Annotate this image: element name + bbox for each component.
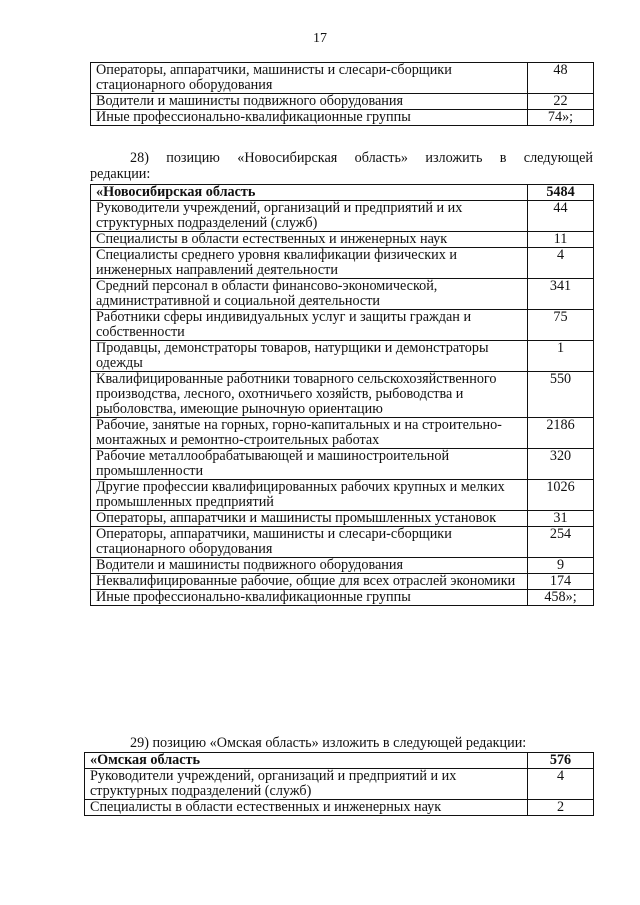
row-value: 22: [528, 94, 594, 110]
row-label: Иные профессионально-квалификационные группы: [91, 110, 528, 126]
row-value: 341: [528, 279, 594, 310]
row-value: 4: [528, 248, 594, 279]
row-value: 2: [528, 800, 594, 816]
row-value: 1: [528, 341, 594, 372]
table-row: [85, 800, 594, 816]
row-label: Специалисты в области естественных и инженерных наук: [85, 800, 528, 816]
table-row: [91, 110, 594, 126]
table-row: [91, 527, 594, 558]
row-label: Неквалифицированные рабочие, общие для всех отраслей экономики: [91, 574, 528, 590]
row-label: Средний персонал в области финансово-экономической, административной и социальной деятельности: [91, 279, 528, 310]
table-row: [91, 590, 594, 606]
row-label: Специалисты среднего уровня квалификации физических и инженерных направлений деятельности: [91, 248, 528, 279]
row-label: Водители и машинисты подвижного оборудования: [91, 94, 528, 110]
table-novosibirsk: [90, 184, 594, 606]
row-value: 75: [528, 310, 594, 341]
row-value: 74»;: [528, 110, 594, 126]
table-row: [91, 63, 594, 94]
row-label: Иные профессионально-квалификационные группы: [91, 590, 528, 606]
row-value: 31: [528, 511, 594, 527]
table-row: [91, 310, 594, 341]
table-row: [91, 558, 594, 574]
table-header-row: [85, 753, 594, 769]
table-row: [91, 279, 594, 310]
row-value: 44: [528, 201, 594, 232]
table-row: [91, 449, 594, 480]
row-value: 9: [528, 558, 594, 574]
row-label: Операторы, аппаратчики, машинисты и слесари-сборщики стационарного оборудования: [91, 527, 528, 558]
row-label: Руководители учреждений, организаций и предприятий и их структурных подразделений (служб): [91, 201, 528, 232]
table-top: [90, 62, 594, 126]
table-row: [85, 769, 594, 800]
table-omsk: [84, 752, 594, 816]
row-label: Рабочие металлообрабатывающей и машиностроительной промышленности: [91, 449, 528, 480]
row-value: 550: [528, 372, 594, 418]
region-name: «Новосибирская область: [91, 185, 528, 201]
row-value: 320: [528, 449, 594, 480]
paragraph-28: 28) позицию «Новосибирская область» изложить в следующей: [130, 150, 593, 166]
table-row: [91, 94, 594, 110]
table-row: [91, 232, 594, 248]
table-row: [91, 574, 594, 590]
row-label: Специалисты в области естественных и инженерных наук: [91, 232, 528, 248]
row-label: Водители и машинисты подвижного оборудования: [91, 558, 528, 574]
table-row: [91, 418, 594, 449]
region-total: 5484: [528, 185, 594, 201]
region-name: «Омская область: [85, 753, 528, 769]
row-value: 174: [528, 574, 594, 590]
row-label: Работники сферы индивидуальных услуг и защиты граждан и собственности: [91, 310, 528, 341]
table-row: [91, 372, 594, 418]
row-value: 1026: [528, 480, 594, 511]
row-label: Операторы, аппаратчики и машинисты промышленных установок: [91, 511, 528, 527]
table-row: [91, 248, 594, 279]
row-label: Продавцы, демонстраторы товаров, натурщики и демонстраторы одежды: [91, 341, 528, 372]
table-row: [91, 341, 594, 372]
paragraph-29: 29) позицию «Омская область» изложить в следующей редакции:: [130, 735, 527, 751]
table-header-row: [91, 185, 594, 201]
row-label: Рабочие, занятые на горных, горно-капитальных и на строительно-монтажных и ремонтно-строительных работах: [91, 418, 528, 449]
row-label: Квалифицированные работники товарного сельскохозяйственного производства, лесного, охотничьего хозяйств, рыбоводства и рыболовства, имеющие рыночную ориентацию: [91, 372, 528, 418]
table-row: [91, 201, 594, 232]
row-label: Операторы, аппаратчики, машинисты и слесари-сборщики стационарного оборудования: [91, 63, 528, 94]
row-label: Руководители учреждений, организаций и предприятий и их структурных подразделений (служб): [85, 769, 528, 800]
region-total: 576: [528, 753, 594, 769]
table-row: [91, 480, 594, 511]
paragraph-28-continuation: редакции:: [90, 166, 151, 182]
row-value: 4: [528, 769, 594, 800]
table-row: [91, 511, 594, 527]
row-label: Другие профессии квалифицированных рабочих крупных и мелких промышленных предприятий: [91, 480, 528, 511]
page-number: 17: [313, 31, 327, 46]
row-value: 458»;: [528, 590, 594, 606]
row-value: 254: [528, 527, 594, 558]
row-value: 11: [528, 232, 594, 248]
row-value: 48: [528, 63, 594, 94]
row-value: 2186: [528, 418, 594, 449]
